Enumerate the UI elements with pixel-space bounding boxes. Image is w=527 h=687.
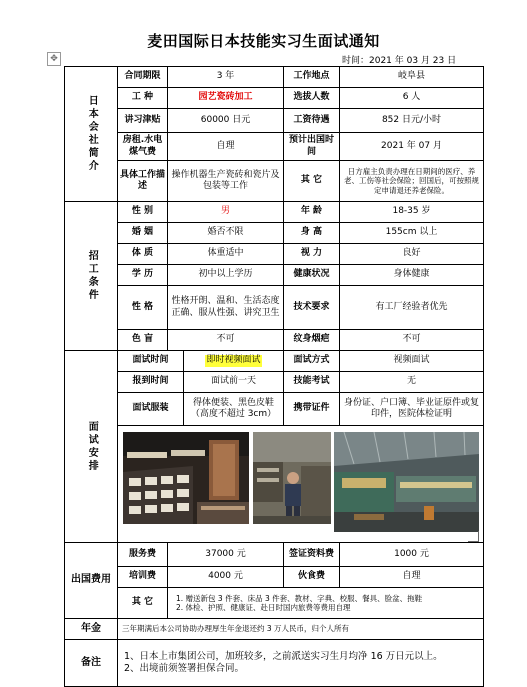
health-value: 身体健康 bbox=[339, 264, 484, 286]
skill-value: 有工厂经验者优先 bbox=[339, 285, 484, 330]
gender-label: 性 别 bbox=[117, 201, 168, 223]
notes-value bbox=[117, 639, 484, 687]
section-recruit: 招工条件 bbox=[64, 201, 118, 351]
education-label: 学 历 bbox=[117, 264, 168, 286]
tattoo-value: 不可 bbox=[339, 329, 484, 351]
documents-label: 携带证件 bbox=[283, 392, 340, 426]
departure-value: 2021 年 07 月 bbox=[339, 132, 484, 161]
contract-value: 3 年 bbox=[167, 66, 284, 88]
fees-other-value bbox=[167, 587, 484, 619]
interview-time-label: 面试时间 bbox=[117, 350, 184, 372]
report-time-value: 面试前一天 bbox=[183, 371, 284, 393]
location-value: 岐阜县 bbox=[339, 66, 484, 88]
headcount-value: 6 人 bbox=[339, 87, 484, 109]
training-fee-value: 4000 元 bbox=[167, 566, 284, 588]
company-other-label: 其 它 bbox=[283, 160, 340, 202]
location-label: 工作地点 bbox=[283, 66, 340, 88]
tile-showroom-photo bbox=[123, 432, 249, 524]
personality-value: 性格开朗、温和、生活态度正确、服从性强、讲究卫生 bbox=[167, 285, 284, 330]
physique-label: 体 质 bbox=[117, 243, 168, 265]
fees-other-line-2: 2. 体检、护照、健康证、赴日时国内旅费等费用自理 bbox=[176, 603, 351, 612]
documents-value: 身份证、户口簿、毕业证原件或复印件，医院体检证明 bbox=[339, 392, 484, 426]
fees-other-line-1: 1. 赠送新包 3 件套、床品 3 件套、教材、字典、校服、餐具、脸盆、拖鞋 bbox=[176, 593, 423, 603]
headcount-label: 选拔人数 bbox=[283, 87, 340, 109]
age-value: 18-35 岁 bbox=[339, 201, 484, 223]
skill-exam-value: 无 bbox=[339, 371, 484, 393]
training-pay-value: 60000 日元 bbox=[167, 108, 284, 133]
vision-value: 良好 bbox=[339, 243, 484, 265]
tattoo-label: 纹身烟疤 bbox=[283, 329, 340, 351]
section-company: 日本会社简介 bbox=[64, 66, 118, 202]
interview-method-label: 面试方式 bbox=[283, 350, 340, 372]
age-label: 年 龄 bbox=[283, 201, 340, 223]
service-fee-value: 37000 元 bbox=[167, 542, 284, 567]
section-interview: 面试安排 bbox=[64, 350, 118, 543]
job-desc-label: 具体工作描述 bbox=[117, 160, 168, 202]
marriage-label: 婚 姻 bbox=[117, 222, 168, 244]
visa-fee-value: 1000 元 bbox=[339, 542, 484, 567]
notes-line-2: 2、出境前须签署担保合同。 bbox=[124, 663, 245, 674]
physique-value: 体重适中 bbox=[167, 243, 284, 265]
skill-label: 技术要求 bbox=[283, 285, 340, 330]
wage-label: 工资待遇 bbox=[283, 108, 340, 133]
height-label: 身 高 bbox=[283, 222, 340, 244]
notes-line-1: 1、日本上市集团公司，加班较多，之前派送实习生月均净 16 万日元以上。 bbox=[124, 651, 443, 663]
skill-exam-label: 技能考试 bbox=[283, 371, 340, 393]
colorblind-label: 色 盲 bbox=[117, 329, 168, 351]
departure-label: 预计出国时间 bbox=[283, 132, 340, 161]
attire-label: 面试服装 bbox=[117, 392, 184, 426]
meals-fee-value: 自理 bbox=[339, 566, 484, 588]
contract-label: 合同期限 bbox=[117, 66, 168, 88]
attire-value: 得体便装、黑色皮鞋（高度不超过 3cm） bbox=[183, 392, 284, 426]
production-line-photo bbox=[334, 432, 479, 532]
pension-label: 年金 bbox=[64, 618, 118, 640]
wage-value: 852 日元/小时 bbox=[339, 108, 484, 133]
visa-fee-label: 签证资料费 bbox=[283, 542, 340, 567]
training-fee-label: 培训费 bbox=[117, 566, 168, 588]
gender-value: 男 bbox=[167, 201, 284, 223]
housing-label: 房租.水电煤气费 bbox=[117, 132, 168, 161]
marriage-value: 婚否不限 bbox=[167, 222, 284, 244]
notice-date: 时间：2021 年 03 月 23 日 bbox=[342, 56, 457, 66]
education-value: 初中以上学历 bbox=[167, 264, 284, 286]
job-label: 工 种 bbox=[117, 87, 168, 109]
height-value: 155cm 以上 bbox=[339, 222, 484, 244]
service-fee-label: 服务费 bbox=[117, 542, 168, 567]
photo-frame-corner bbox=[468, 531, 479, 542]
notes-label: 备注 bbox=[64, 639, 118, 687]
interview-time-cell bbox=[183, 350, 284, 372]
fees-other-label: 其 它 bbox=[117, 587, 168, 619]
housing-value: 自理 bbox=[167, 132, 284, 161]
health-label: 健康状况 bbox=[283, 264, 340, 286]
pension-value: 三年期满后本公司协助办理厚生年金退还约 3 万人民币，归个人所有 bbox=[117, 618, 484, 640]
factory-worker-photo bbox=[253, 432, 331, 524]
job-desc-value: 操作机器生产瓷砖和瓷片及包装等工作 bbox=[167, 160, 284, 202]
company-other-value: 日方雇主负责办理在日期间的医疗、养老、工伤等社会保险；回国后，可按照规定申请退还养老保险。 bbox=[339, 160, 484, 202]
colorblind-value: 不可 bbox=[167, 329, 284, 351]
report-time-label: 报到时间 bbox=[117, 371, 184, 393]
page-title: 麦田国际日本技能实习生面试通知 bbox=[147, 32, 380, 50]
move-handle-icon[interactable]: ✥ bbox=[47, 52, 61, 66]
personality-label: 性 格 bbox=[117, 285, 168, 330]
interview-method-value: 视频面试 bbox=[339, 350, 484, 372]
meals-fee-label: 伙食费 bbox=[283, 566, 340, 588]
section-fees: 出国费用 bbox=[64, 542, 118, 619]
vision-label: 视 力 bbox=[283, 243, 340, 265]
interview-time-value: 即时视频面试 bbox=[206, 355, 261, 366]
training-pay-label: 讲习津贴 bbox=[117, 108, 168, 133]
job-value: 园艺瓷砖加工 bbox=[167, 87, 284, 109]
